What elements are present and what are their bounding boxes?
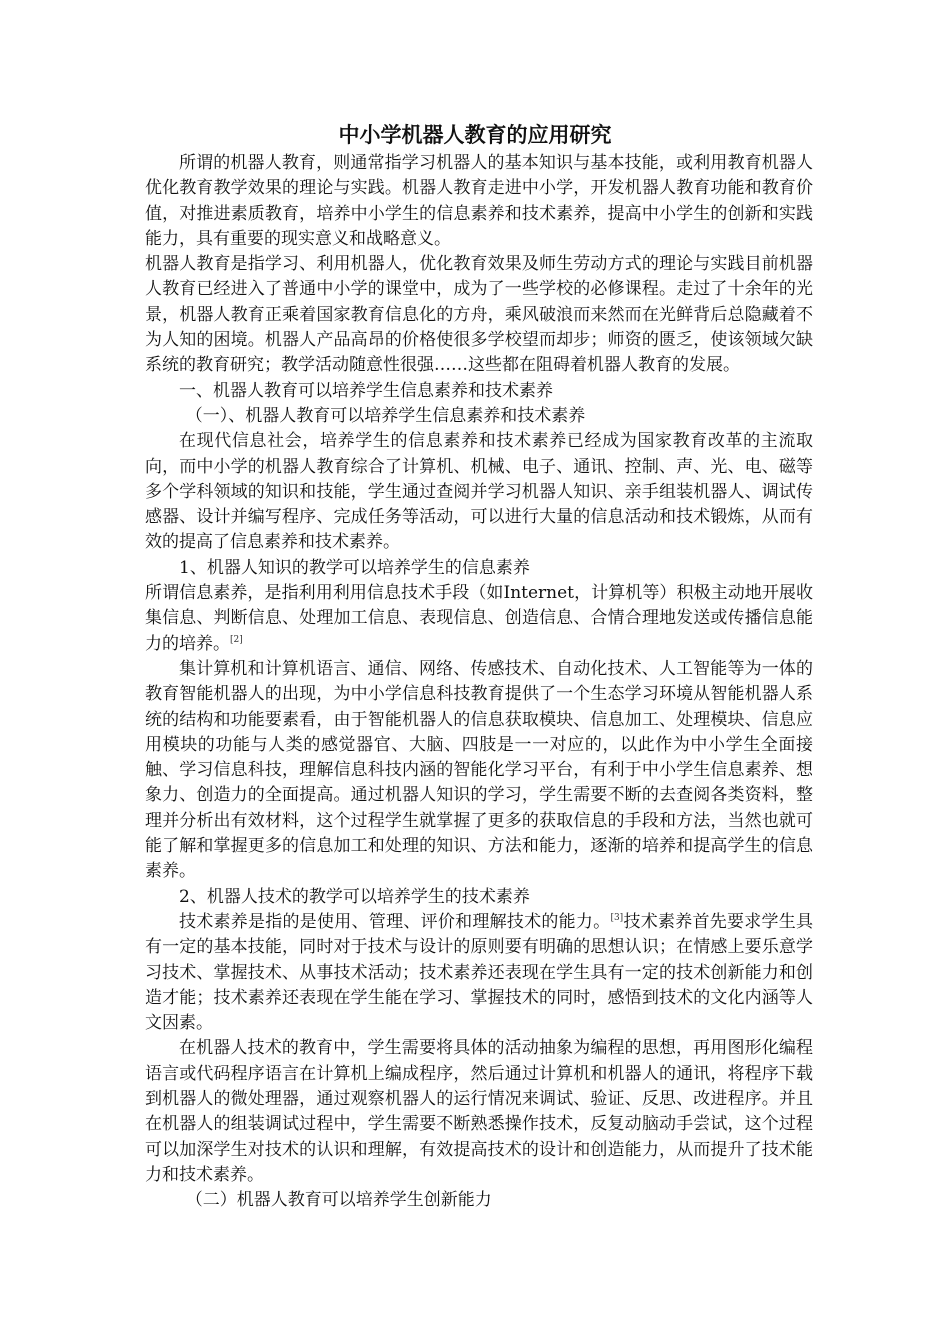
document-title: 中小学机器人教育的应用研究	[338, 123, 612, 147]
document-body	[145, 151, 813, 1213]
heading-subsection-2: （二）机器人教育可以培养学生创新能力	[185, 1190, 492, 1211]
paragraph-tech-literacy	[145, 910, 813, 1036]
heading-section-1: 一、机器人教育可以培养学生信息素养和技术素养	[179, 380, 553, 401]
paragraph-info-society: 在现代信息社会，培养学生的信息素养和技术素养已经成为国家教育改革的主流取向，而中小学的机器人教育综合了计算机、机械、电子、通讯、控制、声、光、电、磁等多个学科领域的知识和技能，学生通过查阅并学习机器人知识、亲手组装机器人、调试传感器、设计并编写程序、完成任务等活动，可以进行大量的信息活动和技术锻炼，从而有效的提高了信息素养和技术素养。	[145, 431, 813, 553]
heading-point-1: 1、机器人知识的教学可以培养学生的信息素养	[179, 557, 530, 578]
paragraph-info-literacy-text: 所谓信息素养，是指利用利用信息技术手段（如Internet，计算机等）积极主动地开展收集信息、判断信息、处理加工信息、表现信息、创造信息、合情合理地发送或传播信息能力的培养。	[145, 583, 813, 654]
reference-marker-2[interactable]: [2]	[230, 634, 243, 645]
heading-subsection-1: （一）、机器人教育可以培养学生信息素养和技术素养	[185, 405, 586, 426]
paragraph-intro: 所谓的机器人教育，则通常指学习机器人的基本知识与基本技能，或利用教育机器人优化教育教学效果的理论与实践。机器人教育走进中小学，开发机器人教育功能和教育价值，对推进素质教育，培养中小学生的信息素养和技术素养，提高中小学生的创新和实践能力，具有重要的现实意义和战略意义。	[145, 153, 813, 249]
reference-marker-3[interactable]: [3]	[610, 912, 624, 923]
paragraph-tech-literacy-lead: 技术素养是指的是使用、管理、评价和理解技术的能力。	[179, 911, 611, 932]
paragraph-smart-robot: 集计算机和计算机语言、通信、网络、传感技术、自动化技术、人工智能等为一体的教育智能机器人的出现，为中小学信息科技教育提供了一个生态学习环境从智能机器人系统的结构和功能要素看，由于智能机器人的信息获取模块、信息加工、处理模块、信息应用模块的功能与人类的感觉器官、大脑、四肢是一一对应的，以此作为中小学生全面接触、学习信息科技，理解信息科技内涵的智能化学习平台，有利于中小学生信息素养、想象力、创造力的全面提高。通过机器人知识的学习，学生需要不断的去查阅各类资料，整理并分析出有效材料，这个过程学生就掌握了更多的获取信息的手段和方法，当然也就可能了解和掌握更多的信息加工和处理的知识、方法和能力，逐渐的培养和提高学生的信息素养。	[145, 658, 813, 882]
paragraph-robot-programming: 在机器人技术的教育中，学生需要将具体的活动抽象为编程的思想，再用图形化编程语言或代码程序语言在计算机上编成程序，然后通过计算机和机器人的通讯，将程序下载到机器人的微处理器，通过观察机器人的运行情况来调试、验证、反思、改进程序。并且在机器人的组装调试过程中，学生需要不断熟悉操作技术，反复动脑动手尝试，这个过程可以加深学生对技术的认识和理解，有效提高技术的设计和创造能力，从而提升了技术能力和技术素养。	[145, 1038, 813, 1185]
paragraph-definition: 机器人教育是指学习、利用机器人，优化教育效果及师生劳动方式的理论与实践目前机器人教育已经进入了普通中小学的课堂中，成为了一些学校的必修课程。走过了十余年的光景，机器人教育正乘着国家教育信息化的方舟，乘风破浪而来然而在光鲜背后总隐藏着不为人知的困境。机器人产品高昂的价格使很多学校望而却步；师资的匮乏，使该领域欠缺系统的教育研究；教学活动随意性很强……这些都在阻碍着机器人教育的发展。	[145, 254, 813, 376]
paragraph-info-literacy	[145, 581, 813, 657]
paragraph-tech-literacy-rest: 技术素养首先要求学生具有一定的基本技能，同时对于技术与设计的原则要有明确的思想认识；在情感上要乐意学习技术、掌握技术、从事技术活动；技术素养还表现在学生具有一定的技术创新能力和创造才能；技术素养还表现在学生能在学习、掌握技术的同时，感悟到技术的文化内涵等人文因素。	[145, 911, 814, 1034]
heading-point-2: 2、机器人技术的教学可以培养学生的技术素养	[179, 886, 530, 907]
